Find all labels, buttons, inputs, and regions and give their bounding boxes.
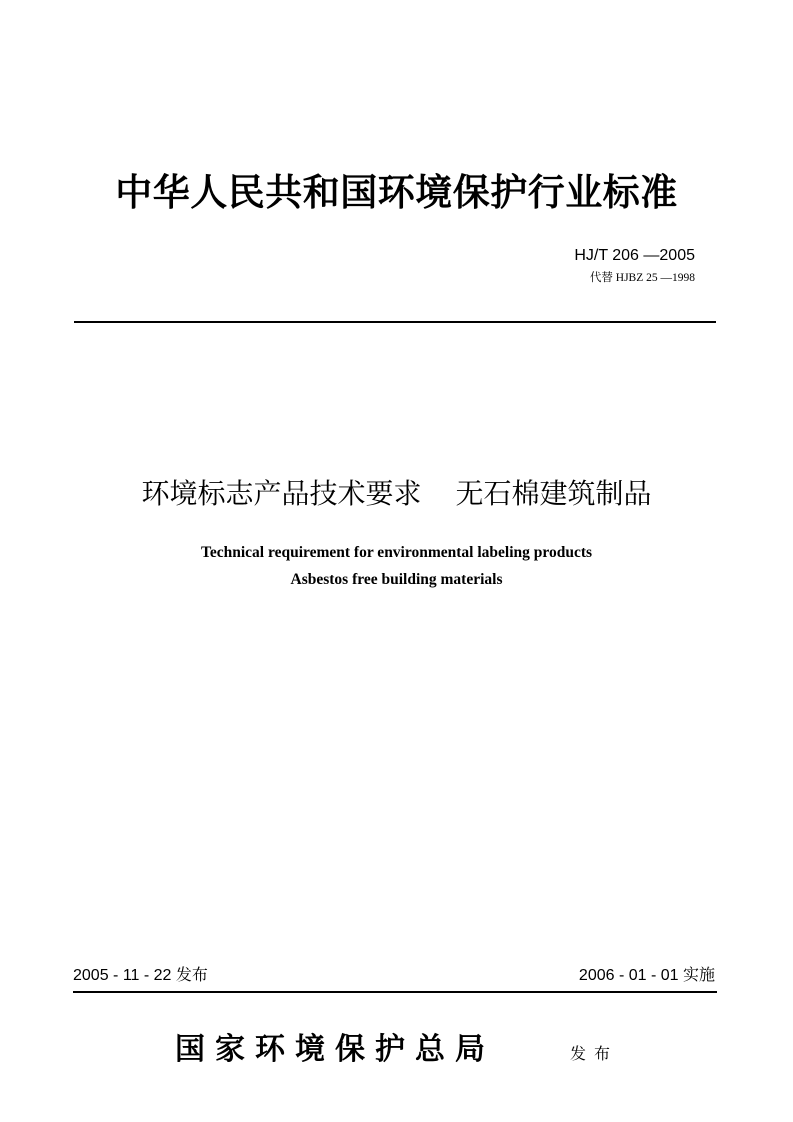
- footer-divider: [73, 991, 717, 993]
- issuing-action: 发布: [570, 1044, 619, 1063]
- standard-category-title: 中华人民共和国环境保护行业标准: [115, 170, 678, 214]
- document-title-en-line2: Asbestos free building materials: [290, 571, 503, 588]
- issuing-agency: 国家环境保护总局: [175, 1032, 495, 1067]
- document-title-zh-part1: 环境标志产品技术要求: [141, 477, 422, 510]
- document-title-zh-part2: 无石棉建筑制品: [455, 477, 652, 510]
- replaces-standard: 代替 HJBZ 25 —1998: [589, 272, 695, 284]
- issue-date: 2005 - 11 - 22 发布: [73, 967, 208, 984]
- document-title-zh: [0, 474, 793, 514]
- header-divider: [74, 321, 716, 323]
- standard-code: HJ/T 206 —2005: [574, 247, 695, 264]
- implementation-date: 2006 - 01 - 01 实施: [578, 967, 715, 984]
- document-title-en-line1: Technical requirement for environmental labeling products: [200, 544, 593, 561]
